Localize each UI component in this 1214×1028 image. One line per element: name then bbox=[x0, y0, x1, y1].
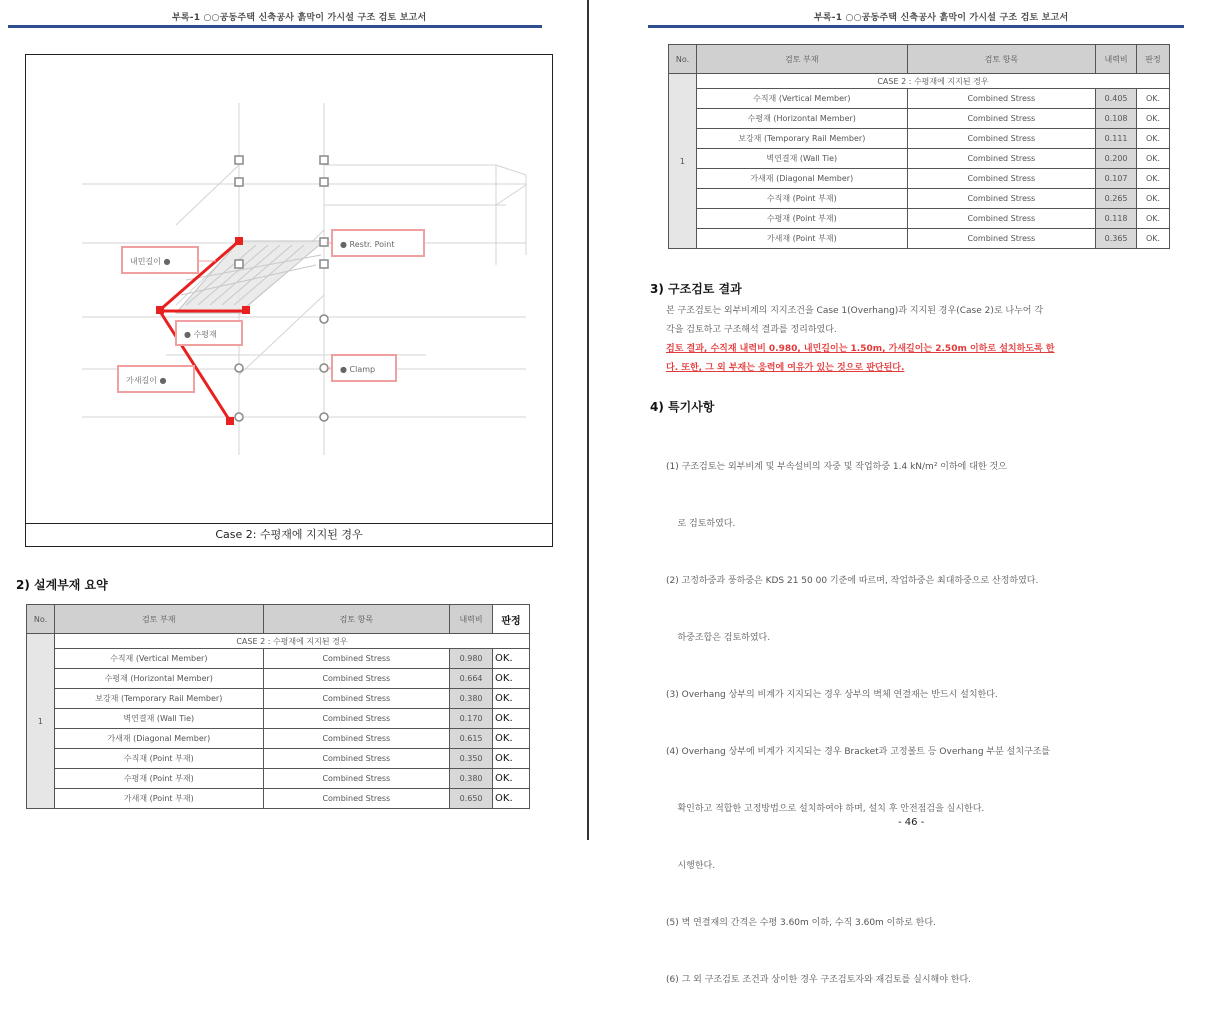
table-subheader: CASE 2 : 수평재에 지지된 경우 bbox=[54, 634, 529, 649]
cell-ratio: 0.664 bbox=[450, 669, 493, 689]
cell-item: Combined Stress bbox=[907, 149, 1095, 169]
note-line: 확인하고 적합한 고정방법으로 설치하여야 하며, 설치 후 안전점검을 실시한다. bbox=[666, 804, 985, 814]
cell-item: Combined Stress bbox=[263, 729, 449, 749]
cell-ratio: 0.350 bbox=[450, 749, 493, 769]
table-row bbox=[669, 229, 1170, 249]
note-line: 하중조합은 검토하였다. bbox=[666, 633, 771, 643]
label-restraint-point: ● Restr. Point bbox=[340, 240, 395, 249]
col-header-member: 검토 부재 bbox=[54, 605, 263, 634]
cell-result: OK. bbox=[1137, 209, 1170, 229]
note-line: 시행한다. bbox=[666, 861, 716, 871]
group-number: 1 bbox=[669, 74, 697, 249]
cell-ratio: 0.200 bbox=[1096, 149, 1137, 169]
cell-item: Combined Stress bbox=[263, 649, 449, 669]
red-node bbox=[235, 237, 243, 245]
cell-ratio: 0.615 bbox=[450, 729, 493, 749]
cell-item: Combined Stress bbox=[263, 769, 449, 789]
cell-member: 벽연결재 (Wall Tie) bbox=[54, 709, 263, 729]
cell-item: Combined Stress bbox=[907, 169, 1095, 189]
review-red-line-2: 다. 또한, 그 외 부재는 응력에 여유가 있는 것으로 판단된다. bbox=[666, 363, 905, 373]
col-header-result: 판정 bbox=[1137, 45, 1170, 74]
cell-item: Combined Stress bbox=[907, 229, 1095, 249]
col-header-ratio: 내력비 bbox=[1096, 45, 1137, 74]
cell-item: Combined Stress bbox=[263, 749, 449, 769]
table-row bbox=[27, 789, 530, 809]
section-title-review-result: 3) 구조검토 결과 bbox=[650, 282, 742, 296]
right-header-rule bbox=[648, 25, 1184, 28]
cell-item: Combined Stress bbox=[263, 789, 449, 809]
node-marker bbox=[235, 178, 243, 186]
design-member-table-left bbox=[26, 604, 530, 809]
cell-ratio: 0.380 bbox=[450, 769, 493, 789]
cell-member: 벽연결재 (Wall Tie) bbox=[696, 149, 907, 169]
cell-member: 수평재 (Horizontal Member) bbox=[696, 109, 907, 129]
review-line-2: 각을 검토하고 구조해석 결과를 정리하였다. bbox=[666, 325, 837, 335]
cell-result: OK. bbox=[493, 649, 530, 669]
table-row bbox=[669, 169, 1170, 189]
table-row bbox=[27, 769, 530, 789]
table-row bbox=[669, 149, 1170, 169]
cell-member: 수직재 (Point 부재) bbox=[696, 189, 907, 209]
cell-result: OK. bbox=[1137, 169, 1170, 189]
table-row bbox=[27, 669, 530, 689]
cell-result: OK. bbox=[1137, 129, 1170, 149]
review-result-highlight bbox=[666, 340, 1186, 378]
table-row bbox=[669, 189, 1170, 209]
page-divider bbox=[587, 0, 589, 840]
table-row bbox=[27, 709, 530, 729]
design-member-table-right bbox=[668, 44, 1170, 249]
cell-item: Combined Stress bbox=[907, 189, 1095, 209]
cell-member: 가새재 (Diagonal Member) bbox=[696, 169, 907, 189]
cell-item: Combined Stress bbox=[907, 89, 1095, 109]
red-node bbox=[242, 306, 250, 314]
table-subheader: CASE 2 : 수평재에 지지된 경우 bbox=[696, 74, 1169, 89]
cell-result: OK. bbox=[1137, 229, 1170, 249]
cell-ratio: 0.118 bbox=[1096, 209, 1137, 229]
cell-member: 보강재 (Temporary Rail Member) bbox=[54, 689, 263, 709]
note-line: (5) 벽 연결재의 간격은 수평 3.60m 이하, 수직 3.60m 이하로 한다. bbox=[666, 918, 936, 928]
section-title-design-summary: 2) 설계부재 요약 bbox=[16, 578, 108, 592]
cell-member: 가새재 (Point 부재) bbox=[696, 229, 907, 249]
col-header-item: 검토 항목 bbox=[907, 45, 1095, 74]
section-title-special-notes: 4) 특기사항 bbox=[650, 400, 715, 414]
node-marker bbox=[235, 364, 243, 372]
cell-ratio: 0.265 bbox=[1096, 189, 1137, 209]
right-page-header: 부록-1 ○○공동주택 신축공사 흙막이 가시설 구조 검토 보고서 bbox=[814, 13, 1069, 23]
cell-result: OK. bbox=[493, 709, 530, 729]
cell-ratio: 0.108 bbox=[1096, 109, 1137, 129]
node-marker bbox=[235, 260, 243, 268]
cell-item: Combined Stress bbox=[907, 109, 1095, 129]
node-marker bbox=[320, 238, 328, 246]
right-page bbox=[590, 0, 1214, 985]
cell-result: OK. bbox=[1137, 109, 1170, 129]
cell-ratio: 0.380 bbox=[450, 689, 493, 709]
cell-item: Combined Stress bbox=[263, 709, 449, 729]
table-row bbox=[27, 689, 530, 709]
cell-result: OK. bbox=[493, 749, 530, 769]
cell-member: 보강재 (Temporary Rail Member) bbox=[696, 129, 907, 149]
table-row bbox=[27, 729, 530, 749]
cell-member: 수평재 (Point 부재) bbox=[696, 209, 907, 229]
left-page bbox=[0, 0, 588, 840]
review-result-text bbox=[666, 302, 1186, 340]
cell-member: 수직재 (Vertical Member) bbox=[54, 649, 263, 669]
cell-result: OK. bbox=[1137, 189, 1170, 209]
cell-member: 수평재 (Horizontal Member) bbox=[54, 669, 263, 689]
label-node-upper: 내민길이 ● bbox=[130, 257, 171, 266]
cell-item: Combined Stress bbox=[907, 129, 1095, 149]
note-line: (4) Overhang 상부에 비계가 지지되는 경우 Bracket과 고정볼트 등 Overhang 부분 설치구조를 bbox=[666, 747, 1051, 757]
label-clamp: ● Clamp bbox=[340, 365, 376, 374]
table-row bbox=[27, 649, 530, 669]
cell-item: Combined Stress bbox=[263, 689, 449, 709]
red-node bbox=[156, 306, 164, 314]
review-line-1: 본 구조검토는 외부비계의 지지조건을 Case 1(Overhang)과 지지된 경우(Case 2)로 나누어 각 bbox=[666, 306, 1044, 316]
cell-member: 수평재 (Point 부재) bbox=[54, 769, 263, 789]
node-marker bbox=[320, 178, 328, 186]
table-row bbox=[669, 209, 1170, 229]
cell-ratio: 0.365 bbox=[1096, 229, 1137, 249]
node-marker bbox=[320, 315, 328, 323]
table-row bbox=[669, 109, 1170, 129]
col-header-no: No. bbox=[669, 45, 697, 74]
note-line: (1) 구조검토는 외부비계 및 부속설비의 자중 및 작업하중 1.4 kN/m² 이하에 대한 것으 bbox=[666, 462, 1007, 472]
cell-result: OK. bbox=[493, 729, 530, 749]
figure-caption: Case 2: 수평재에 지지된 경우 bbox=[26, 523, 552, 546]
col-header-item: 검토 항목 bbox=[263, 605, 449, 634]
cell-result: OK. bbox=[493, 689, 530, 709]
left-page-header: 부록-1 ○○공동주택 신축공사 흙막이 가시설 구조 검토 보고서 bbox=[172, 13, 427, 23]
cell-ratio: 0.405 bbox=[1096, 89, 1137, 109]
table-row bbox=[669, 129, 1170, 149]
cell-item: Combined Stress bbox=[263, 669, 449, 689]
note-line: (3) Overhang 상부의 비계가 지지되는 경우 상부의 벽체 연결재는 반드시 설치한다. bbox=[666, 690, 998, 700]
note-line: (2) 고정하중과 풍하중은 KDS 21 50 00 기준에 따르며, 작업하중은 최대하중으로 산정하였다. bbox=[666, 576, 1039, 586]
cell-member: 가새재 (Diagonal Member) bbox=[54, 729, 263, 749]
cell-ratio: 0.107 bbox=[1096, 169, 1137, 189]
cell-member: 수직재 (Vertical Member) bbox=[696, 89, 907, 109]
page-number: - 46 - bbox=[898, 817, 925, 828]
group-number: 1 bbox=[27, 634, 55, 809]
note-line: (6) 그 외 구조검토 조건과 상이한 경우 구조검토자와 재검토를 실시해야 한다. bbox=[666, 975, 972, 985]
node-marker bbox=[320, 260, 328, 268]
cell-ratio: 0.111 bbox=[1096, 129, 1137, 149]
table-row bbox=[669, 89, 1170, 109]
cell-result: OK. bbox=[493, 789, 530, 809]
node-marker bbox=[320, 413, 328, 421]
col-header-ratio: 내력비 bbox=[450, 605, 493, 634]
note-line: 로 검토하였다. bbox=[666, 519, 736, 529]
table-row bbox=[27, 749, 530, 769]
node-marker bbox=[235, 413, 243, 421]
cell-result: OK. bbox=[493, 669, 530, 689]
scaffold-3d-diagram bbox=[26, 55, 552, 523]
red-node bbox=[226, 417, 234, 425]
label-member: ● 수평재 bbox=[184, 330, 217, 339]
col-header-no: No. bbox=[27, 605, 55, 634]
cell-result: OK. bbox=[493, 769, 530, 789]
special-notes-list bbox=[666, 420, 1190, 1028]
col-header-result: 판정 bbox=[493, 605, 530, 634]
cell-member: 가새재 (Point 부재) bbox=[54, 789, 263, 809]
cell-ratio: 0.980 bbox=[450, 649, 493, 669]
node-marker bbox=[320, 156, 328, 164]
label-node-lower: 가새길이 ● bbox=[126, 376, 167, 385]
cell-ratio: 0.170 bbox=[450, 709, 493, 729]
cell-result: OK. bbox=[1137, 89, 1170, 109]
node-marker bbox=[235, 156, 243, 164]
structure-figure bbox=[25, 54, 553, 547]
col-header-member: 검토 부재 bbox=[696, 45, 907, 74]
cell-member: 수직재 (Point 부재) bbox=[54, 749, 263, 769]
left-header-rule bbox=[8, 25, 542, 28]
cell-result: OK. bbox=[1137, 149, 1170, 169]
review-red-line-1: 검토 결과, 수직재 내력비 0.980, 내민길이는 1.50m, 가새길이는 2.50m 이하로 설치하도록 한 bbox=[666, 344, 1055, 354]
cell-item: Combined Stress bbox=[907, 209, 1095, 229]
cell-ratio: 0.650 bbox=[450, 789, 493, 809]
